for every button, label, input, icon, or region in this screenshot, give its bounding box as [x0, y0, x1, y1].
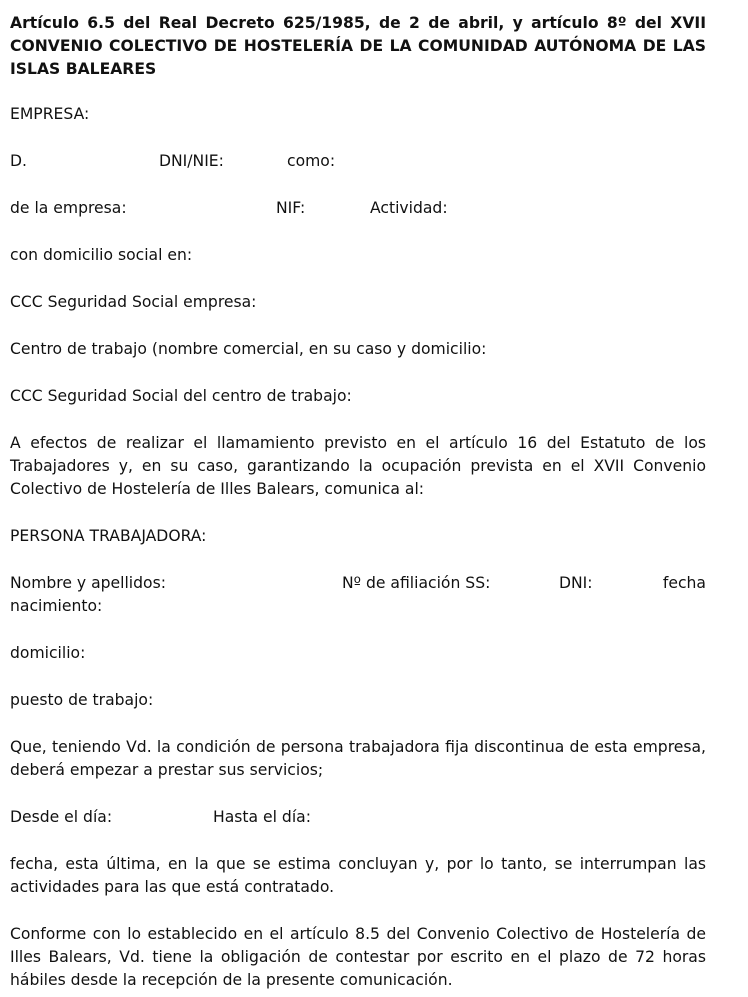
como-label: como:: [287, 152, 336, 170]
d-label: D.: [10, 152, 27, 170]
intro-paragraph: A efectos de realizar el llamamiento previsto en el artículo 16 del Estatuto de los Trabajadores y, en su caso, garantizando la ocupación prevista en el XVII Convenio Colectivo de Hostelería de Illes Balears, comunica al:: [10, 434, 706, 498]
dni-label: DNI:: [559, 574, 593, 592]
puesto-label: puesto de trabajo:: [10, 691, 154, 709]
conforme-paragraph: Conforme con lo establecido en el artículo 8.5 del Convenio Colectivo de Hostelería de Illes Balears, Vd. tiene la obligación de contestar por escrito en el plazo de 72 horas hábiles desde la recepción de la presente comunicación.: [10, 925, 706, 989]
empresa-line: [10, 197, 706, 220]
persona-heading: PERSONA TRABAJADORA:: [10, 527, 207, 545]
representante-line: [10, 150, 706, 173]
nombre-label: Nombre y apellidos:: [10, 574, 166, 592]
document-title: Artículo 6.5 del Real Decreto 625/1985, de 2 de abril, y artículo 8º del XVII CONVENIO COLECTIVO DE HOSTELERÍA DE LA COMUNIDAD AUTÓNOMA DE LAS ISLAS BALEARES: [10, 14, 706, 78]
domicilio-label: domicilio:: [10, 644, 86, 662]
empresa-label: de la empresa:: [10, 199, 127, 217]
nacimiento-label: nacimiento:: [10, 597, 103, 615]
ccc-centro-label: CCC Seguridad Social del centro de trabajo:: [10, 387, 352, 405]
document-page: [10, 12, 706, 992]
nif-label: NIF:: [276, 199, 306, 217]
fecha-paragraph: fecha, esta última, en la que se estima concluyan y, por lo tanto, se interrumpan las actividades para las que está contratado.: [10, 855, 706, 896]
dni-nie-label: DNI/NIE:: [159, 152, 224, 170]
nombre-line: [10, 572, 706, 595]
centro-trabajo-label: Centro de trabajo (nombre comercial, en su caso y domicilio:: [10, 340, 487, 358]
domicilio-social-label: con domicilio social en:: [10, 246, 193, 264]
hasta-label: Hasta el día:: [213, 808, 311, 826]
empresa-heading: EMPRESA:: [10, 105, 90, 123]
actividad-label: Actividad:: [370, 199, 448, 217]
desde-label: Desde el día:: [10, 808, 113, 826]
ccc-empresa-label: CCC Seguridad Social empresa:: [10, 293, 257, 311]
fecha-label: fecha: [662, 574, 706, 592]
periodo-line: [10, 806, 706, 829]
condicion-paragraph: Que, teniendo Vd. la condición de persona trabajadora fija discontinua de esta empresa, deberá empezar a prestar sus servicios;: [10, 738, 706, 779]
afiliacion-label: Nº de afiliación SS:: [342, 574, 491, 592]
